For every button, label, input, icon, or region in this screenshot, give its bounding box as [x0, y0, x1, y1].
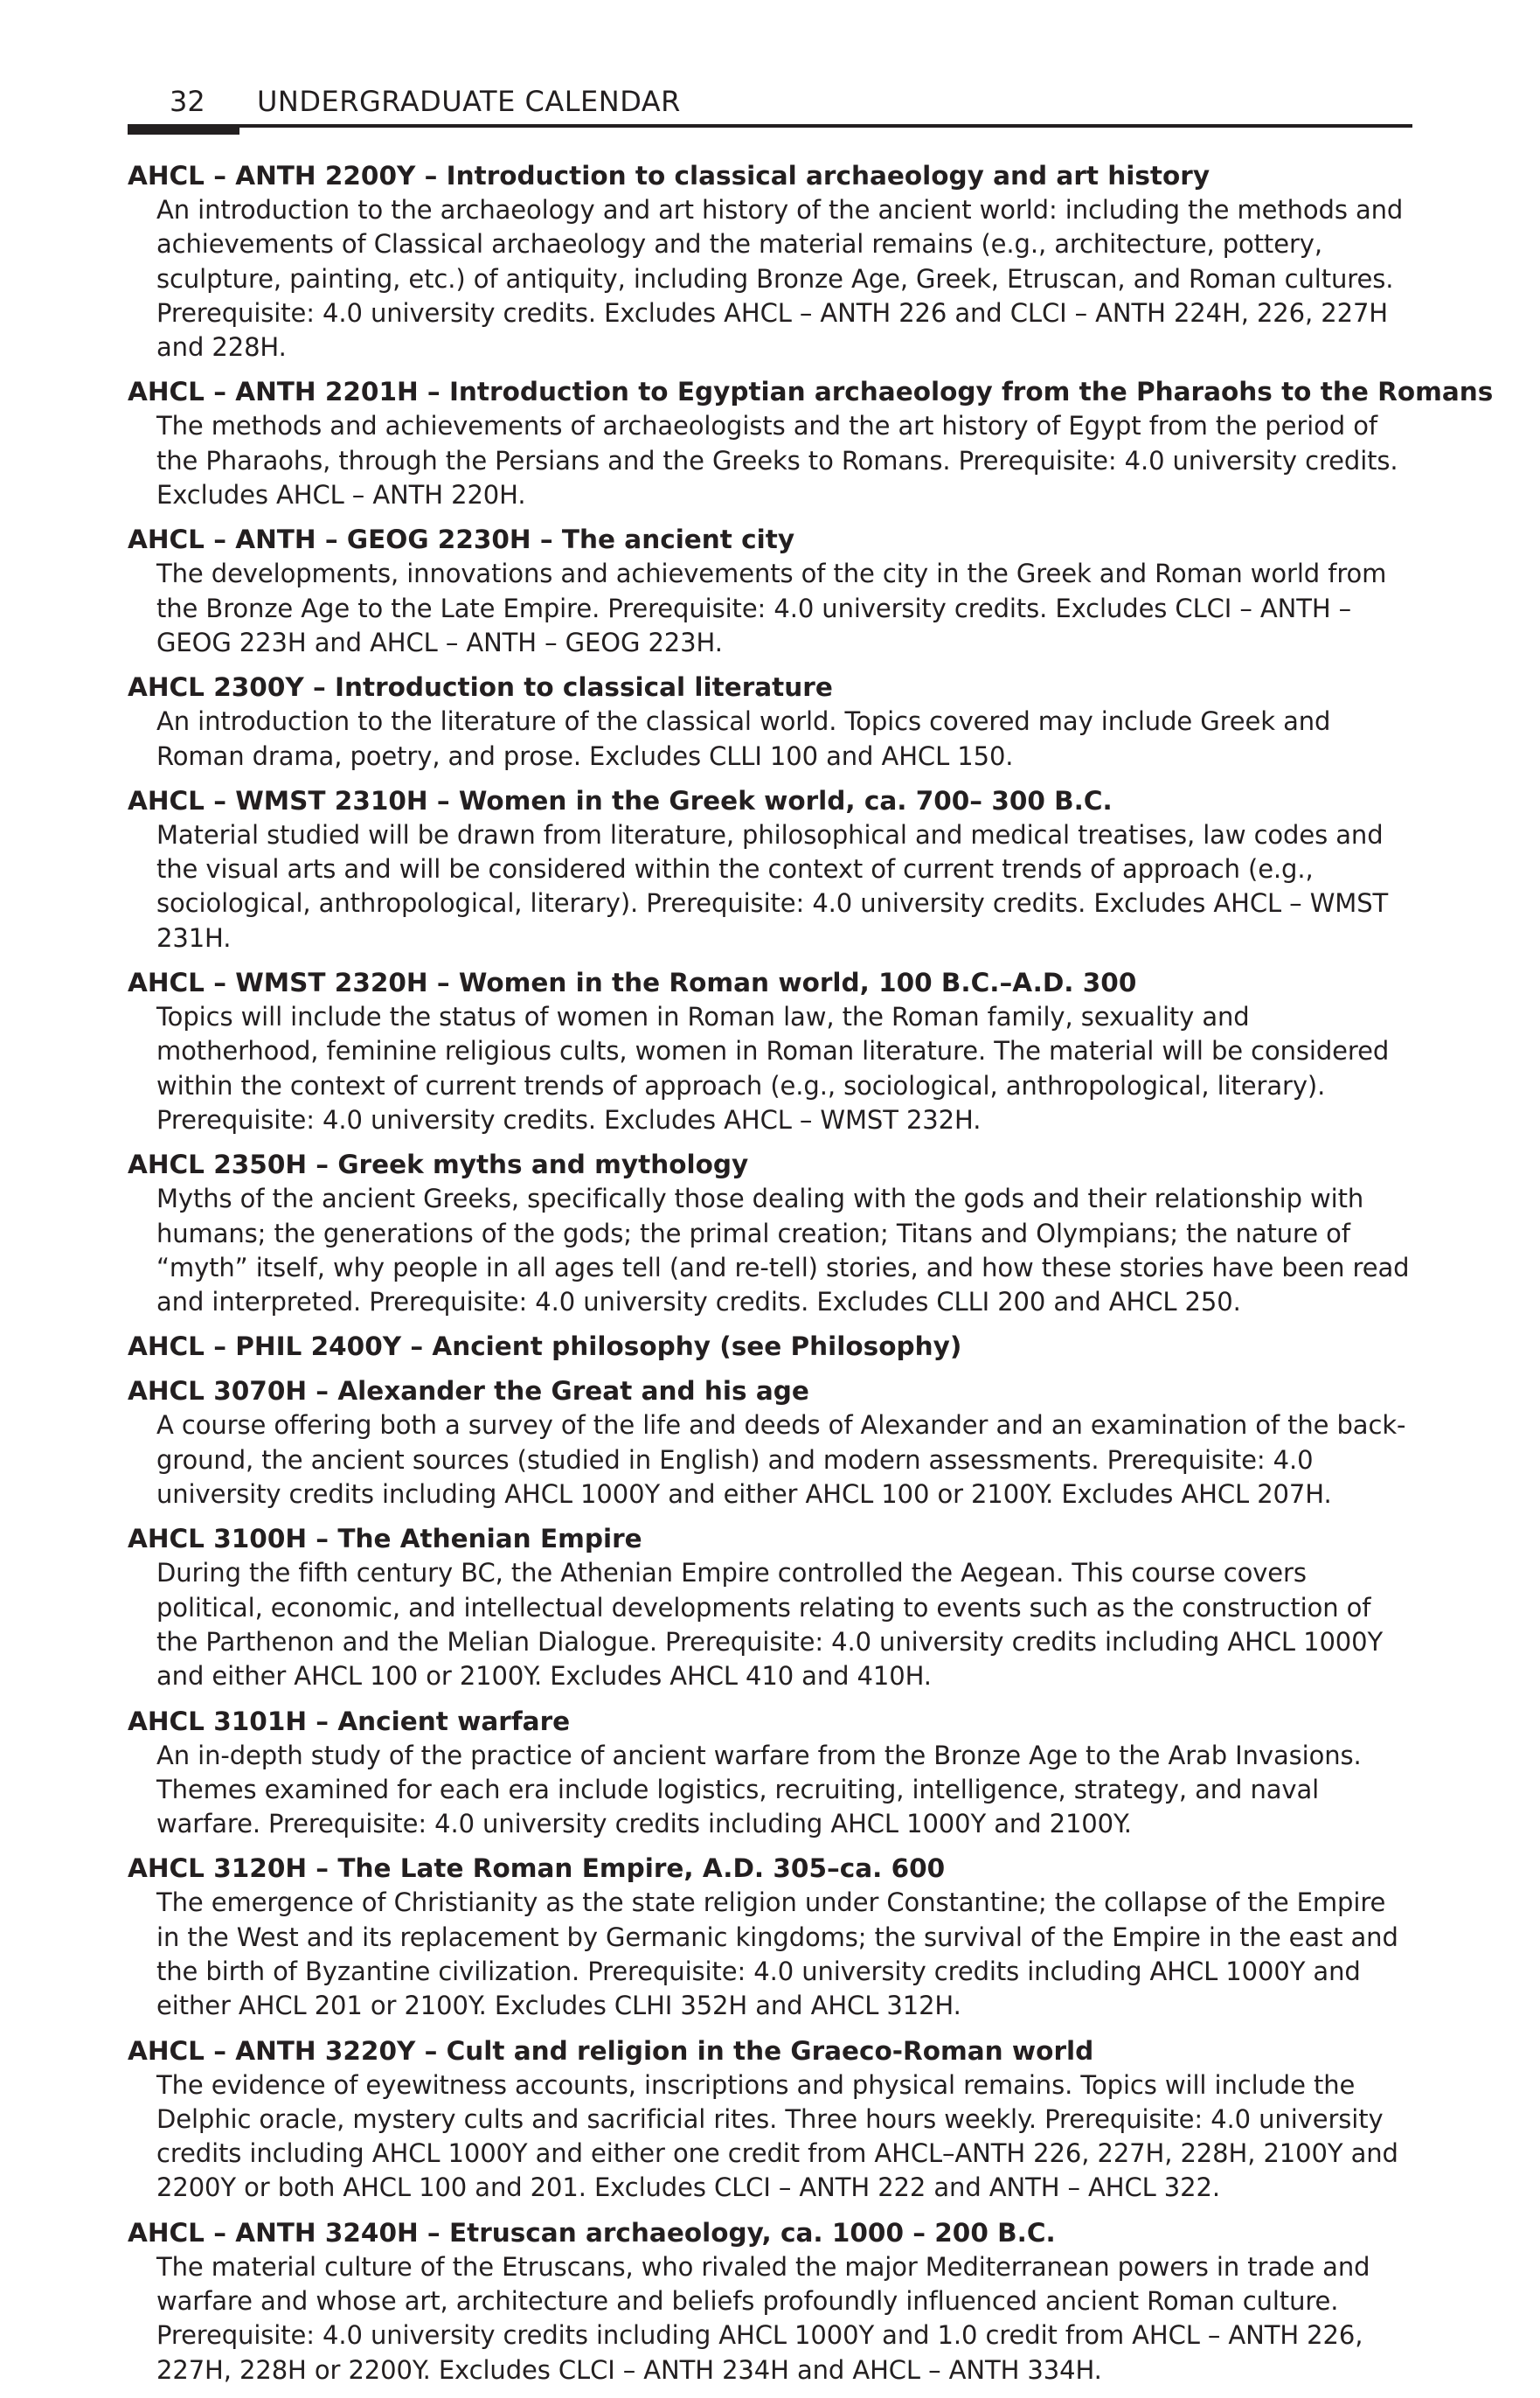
course-entry [128, 1148, 1412, 1319]
course-description: The developments, innovations and achievements of the city in the Greek and Roman world from the Bronze Age to the Late Empire. Prerequisite: 4.0 university credits. Excludes CLCI – ANTH – GEOG 223H and AHCL – ANTH – GEOG 223H. [156, 559, 1387, 657]
course-title: AHCL 3101H – Ancient warfare [128, 1706, 571, 1736]
course-entry [128, 375, 1494, 512]
course-entry [128, 1522, 1412, 1693]
header-rule-block [128, 124, 239, 135]
course-description: A course offering both a survey of the life and deeds of Alexander and an examination of the back-ground, the ancient sources (studied in English) and modern assessments. Prerequisite: 4.0 university credits including AHCL 1000Y and either AHCL 100 or 2100Y. Excludes AHCL 207H. [156, 1410, 1406, 1510]
course-description: Myths of the ancient Greeks, specifically those dealing with the gods and their relationship with humans; the generations of the gods; the primal creation; Titans and Olympians; the nature of “myth” itself, why people in all ages tell (and re-tell) stories, and how these stories have been read and interpreted. Prerequisite: 4.0 university credits. Excludes CLLI 200 and AHCL 250. [156, 1184, 1410, 1317]
course-description: The evidence of eyewitness accounts, inscriptions and physical remains. Topics will include the Delphic oracle, mystery cults and sacrificial rites. Three hours weekly. Prerequisite: 4.0 university credits including AHCL 1000Y and either one credit from AHCL–ANTH 226, 227H, 228H, 2100Y and 2200Y or both AHCL 100 and 201. Excludes CLCI – ANTH 222 and ANTH – AHCL 322. [156, 2069, 1398, 2203]
course-title: AHCL – ANTH 3240H – Etruscan archaeology, ca. 1000 – 200 B.C. [128, 2217, 1056, 2248]
page-header [128, 75, 1412, 128]
course-entry [128, 1374, 1412, 1512]
course-entry [128, 2216, 1412, 2388]
course-title: AHCL 2300Y – Introduction to classical literature [128, 672, 833, 703]
course-title: AHCL 2350H – Greek myths and mythology [128, 1150, 749, 1180]
course-entry [128, 671, 1412, 774]
course-title: AHCL – ANTH 3220Y – Cult and religion in the Graeco-Roman world [128, 2035, 1094, 2066]
course-title: AHCL – PHIL 2400Y – Ancient philosophy (see Philosophy) [128, 1331, 962, 1362]
course-description: Topics will include the status of women in Roman law, the Roman family, sexuality and motherhood, feminine religious cults, women in Roman literature. The material will be considered within the context of current trends of approach (e.g., sociological, anthropological, literary). Prerequisite: 4.0 university credits. Excludes AHCL – WMST 232H. [156, 1002, 1390, 1135]
course-entry [128, 966, 1412, 1137]
running-head: UNDERGRADUATE CALENDAR [257, 85, 681, 118]
course-title: AHCL 3100H – The Athenian Empire [128, 1524, 642, 1554]
course-entry [128, 1330, 1412, 1364]
course-description: An introduction to the archaeology and art history of the ancient world: including the methods and achievements of Classical archaeology and the material remains (e.g., architecture, pottery, sculpture, painting, etc.) of antiquity, including Bronze Age, Greek, Etruscan, and Roman cultures. Prerequisite: 4.0 university credits. Excludes AHCL – ANTH 226 and CLCI – ANTH 224H, 226, 227H and 228H. [156, 195, 1404, 363]
course-title: AHCL 3120H – The Late Roman Empire, A.D. 305–ca. 600 [128, 1853, 946, 1884]
course-description: Material studied will be drawn from literature, philosophical and medical treatises, law codes and the visual arts and will be considered within the context of current trends of approach (e.g., sociological, anthropological, literary). Prerequisite: 4.0 university credits. Excludes AHCL – WMST 231H. [156, 819, 1389, 953]
course-description: An in-depth study of the practice of ancient warfare from the Bronze Age to the Arab Invasions. Themes examined for each era include logistics, recruiting, intelligence, strategy, and naval warfare. Prerequisite: 4.0 university credits including AHCL 1000Y and 2100Y. [156, 1740, 1362, 1839]
course-title: AHCL – ANTH 2201H – Introduction to Egyptian archaeology from the Pharaohs to the Romans [128, 377, 1494, 407]
course-description: The emergence of Christianity as the state religion under Constantine; the collapse of the Empire in the West and its replacement by Germanic kingdoms; the survival of the Empire in the east and the birth of Byzantine civilization. Prerequisite: 4.0 university credits including AHCL 1000Y and either AHCL 201 or 2100Y. Excludes CLHI 352H and AHCL 312H. [156, 1887, 1398, 2021]
course-entry [128, 523, 1412, 660]
course-list [128, 159, 1494, 2388]
course-entry [128, 1705, 1412, 1842]
course-description: The material culture of the Etruscans, who rivaled the major Mediterranean powers in trade and warfare and whose art, architecture and beliefs profoundly influenced ancient Roman culture. Prerequisite: 4.0 university credits including AHCL 1000Y and 1.0 credit from AHCL – ANTH 226, 227H, 228H or 2200Y. Excludes CLCI – ANTH 234H and AHCL – ANTH 334H. [156, 2251, 1370, 2385]
calendar-page [128, 75, 1494, 2398]
course-entry [128, 2034, 1412, 2206]
course-title: AHCL – WMST 2310H – Women in the Greek world, ca. 700– 300 B.C. [128, 785, 1113, 816]
course-entry [128, 1852, 1412, 2023]
course-title: AHCL – WMST 2320H – Women in the Roman world, 100 B.C.–A.D. 300 [128, 968, 1137, 998]
course-entry [128, 784, 1412, 956]
page-number: 32 [170, 85, 205, 118]
course-entry [128, 159, 1412, 365]
course-description: During the fifth century BC, the Athenian Empire controlled the Aegean. This course covers political, economic, and intellectual developments relating to events such as the construction of the Parthenon and the Melian Dialogue. Prerequisite: 4.0 university credits including AHCL 1000Y and either AHCL 100 or 2100Y. Excludes AHCL 410 and 410H. [156, 1558, 1384, 1692]
course-description: An introduction to the literature of the classical world. Topics covered may include Greek and Roman drama, poetry, and prose. Excludes CLLI 100 and AHCL 150. [156, 706, 1331, 771]
course-title: AHCL – ANTH – GEOG 2230H – The ancient city [128, 525, 795, 555]
course-description: The methods and achievements of archaeologists and the art history of Egypt from the period of the Pharaohs, through the Persians and the Greeks to Romans. Prerequisite: 4.0 university credits. Excludes AHCL – ANTH 220H. [156, 411, 1398, 511]
course-title: AHCL 3070H – Alexander the Great and his age [128, 1376, 809, 1407]
course-title: AHCL – ANTH 2200Y – Introduction to classical archaeology and art history [128, 161, 1210, 191]
